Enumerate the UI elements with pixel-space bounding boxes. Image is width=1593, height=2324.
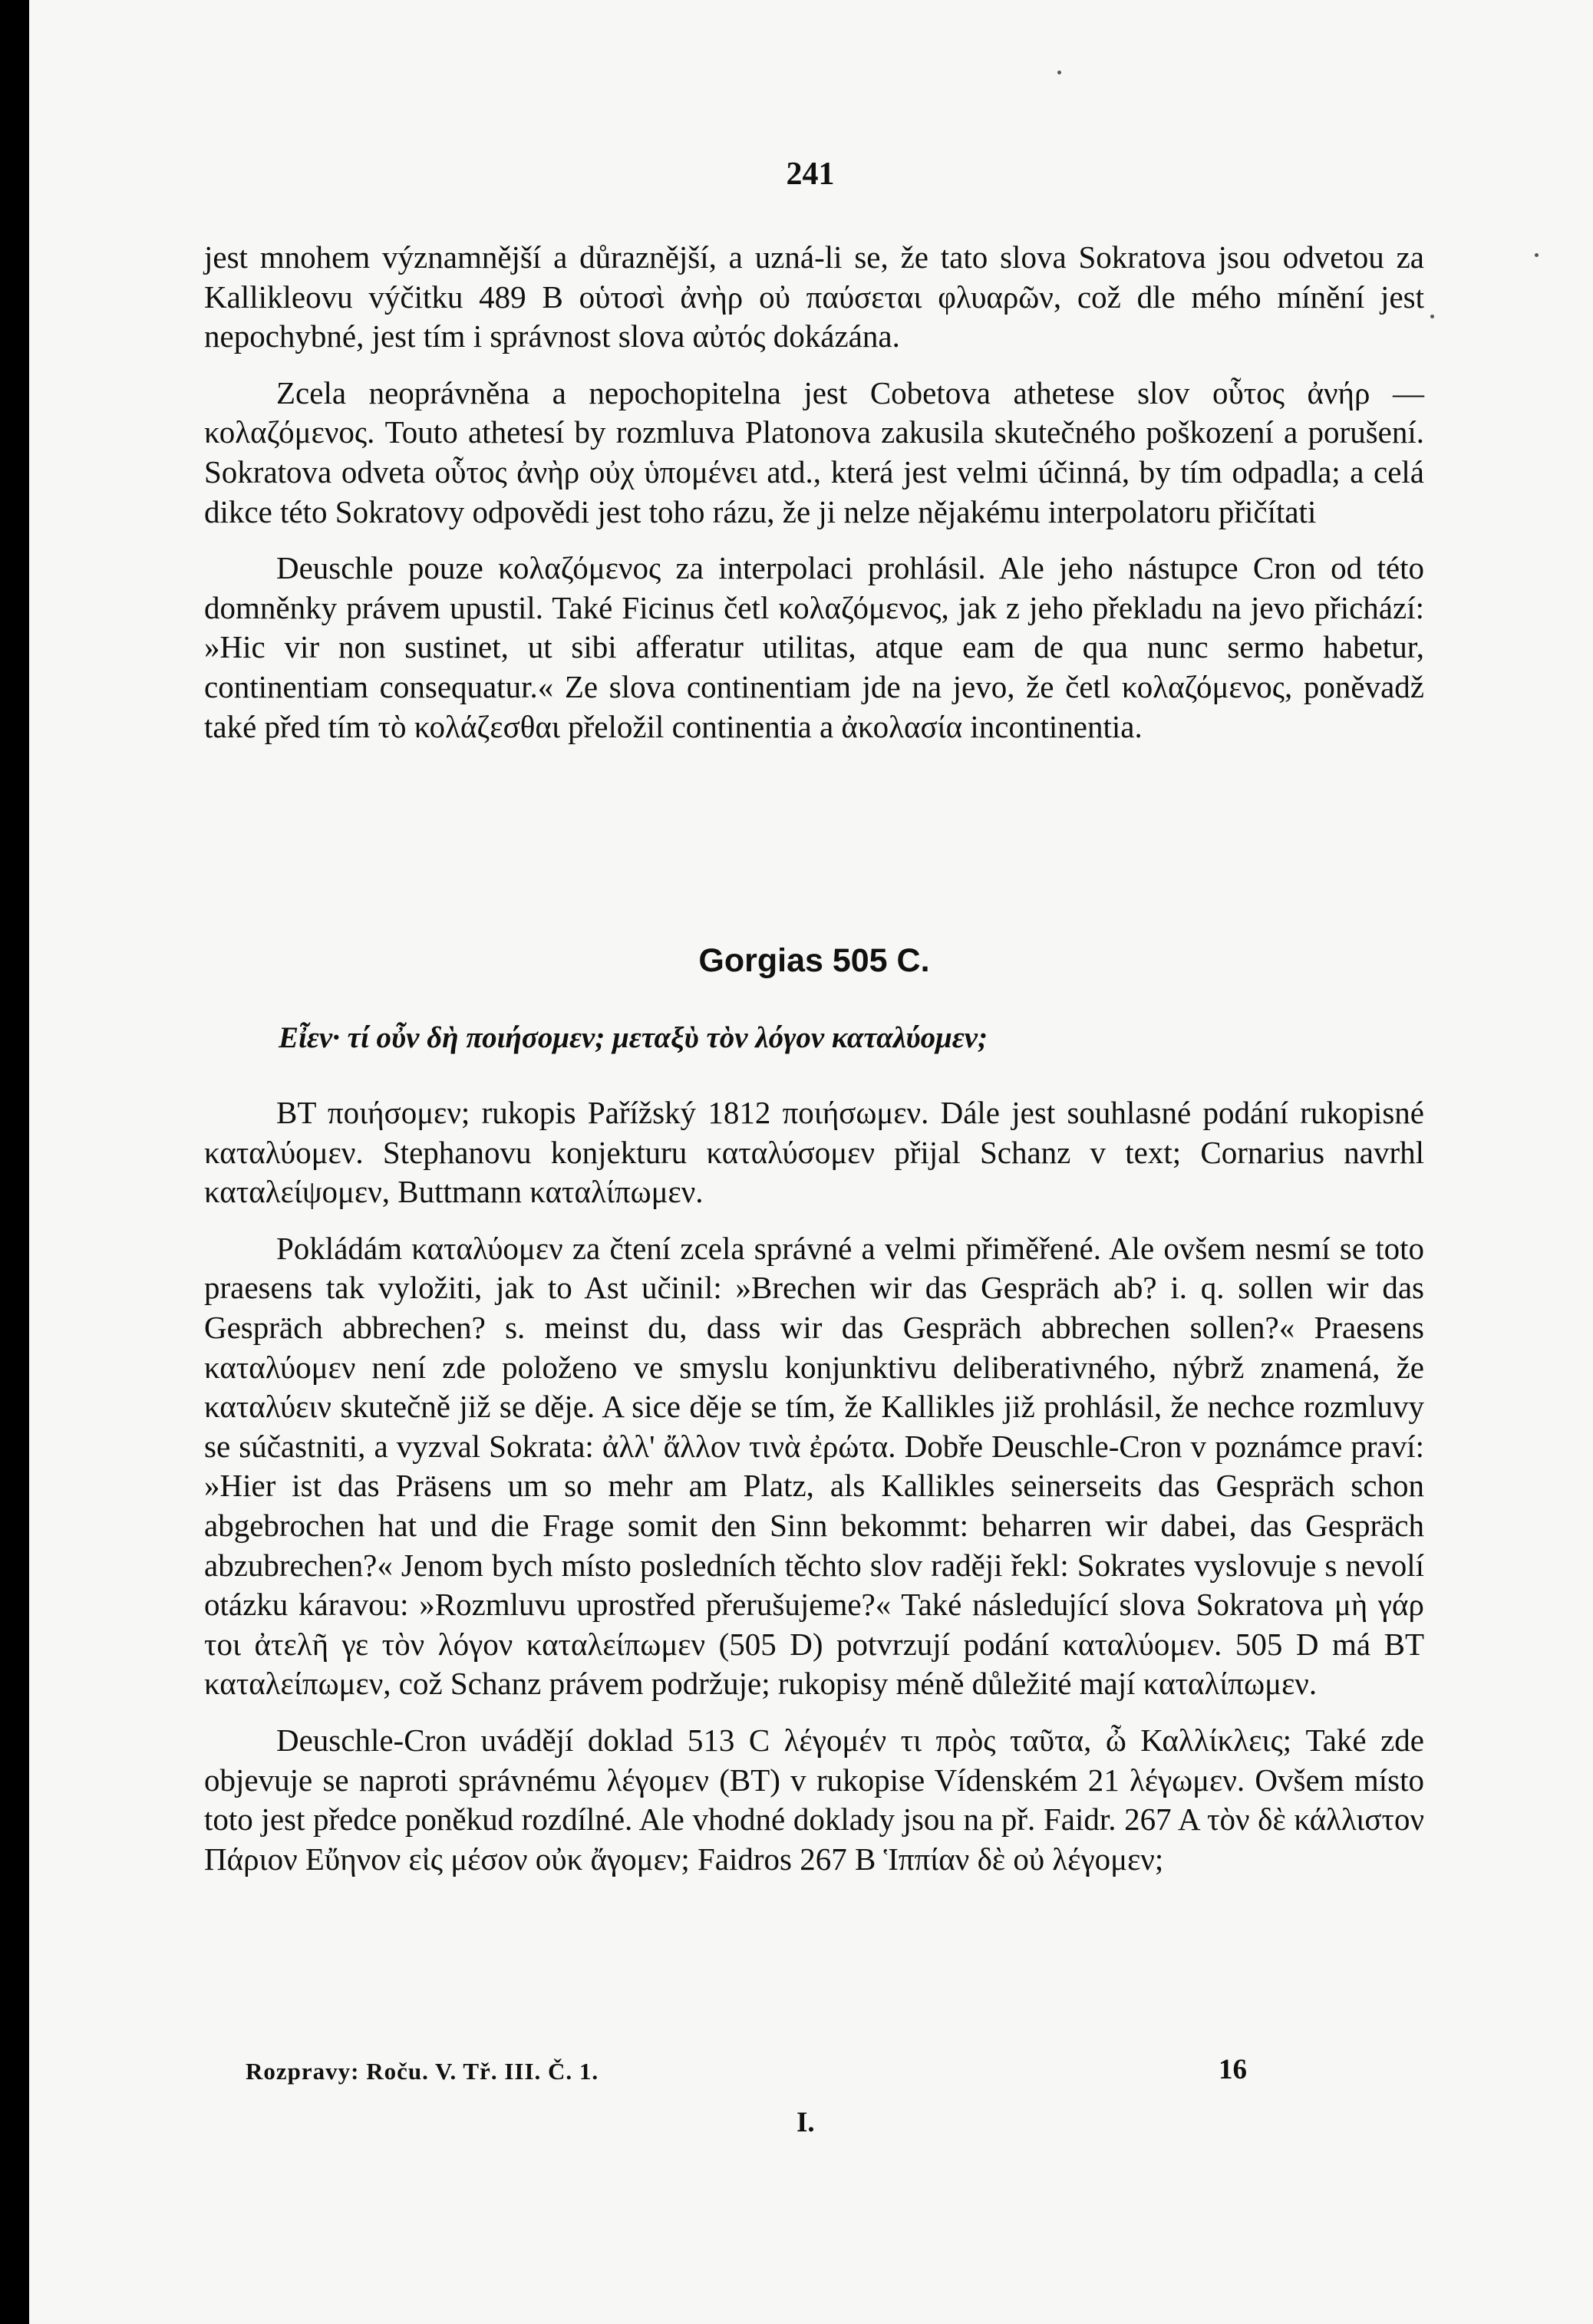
scan-speck: [1535, 253, 1539, 257]
signature-mark: I.: [796, 2107, 815, 2138]
scan-speck: [1430, 315, 1434, 318]
paragraph: BT ποιήσομεν; rukopis Pařížský 1812 ποιήσωμεν. Dále jest souhlasné podání rukopisné καταλύομεν. Stephanovu konjekturu καταλύσομεν přijal Schanz v text; Cornarius navrhl καταλείψομεν, Buttmann καταλίπωμεν.: [204, 1095, 1424, 1210]
footer-citation: Rozpravy: Roču. V. Tř. III. Č. 1.: [246, 2058, 599, 2085]
sheet-number: 16: [1219, 2054, 1247, 2085]
paragraph: Zcela neoprávněna a nepochopitelna jest Cobetova athetese slov οὗτος ἀνήρ — κολαζόμενος. Touto athetesí by rozmluva Platonova zakusila skutečného poškození a porušení. Sokratova odveta οὗτος ἀνὴρ οὐχ ὑπομένει atd., která jest velmi účinná, by tím odpadla; a celá dikce této Sokratovy odpovědi jest toho rázu, že ji nelze nějakému interpolatoru přičítati: [204, 374, 1424, 529]
section-heading: Gorgias 505 C.: [698, 942, 930, 979]
greek-quote: Εἶεν· τί οὖν δὴ ποιήσομεν; μεταξὺ τὸν λόγον καταλύομεν;: [279, 1021, 988, 1054]
scan-speck: [1057, 71, 1061, 74]
paragraph: jest mnohem významnější a důraznější, a uzná-li se, že tato slova Sokratova jsou odvetou za Kallikleovu výčitku 489 B οὑτοσὶ ἀνὴρ οὐ παύσεται φλυαρῶν, což dle mého mínění jest nepochybné, jest tím i správnost slova αὐτός dokázána.: [204, 239, 1424, 354]
section-1: [204, 238, 1424, 763]
paragraph: Pokládám καταλύομεν za čtení zcela správné a velmi přiměřené. Ale ovšem nesmí se toto praesens tak vyložiti, jak to Ast učinil: »Brechen wir das Gespräch ab? i. q. sollen wir das Gespräch abbrechen? s. meinst du, dass wir das Gespräch abbrechen sollen?« Praesens καταλύομεν není zde položeno ve smyslu konjunktivu deliberativného, nýbrž znamená, že καταλύειν skutečně již se děje. A sice děje se tím, že Kallikles již prohlásil, že nechce rozmluvy se súčastniti, a vyzval Sokrata: ἀλλ' ἄλλον τινὰ ἐρώτα. Dobře Deuschle-Cron v poznámce praví: »Hier ist das Präsens um so mehr am Platz, als Kallikles seinerseits das Gespräch schon abgebrochen hat und die Frage somit den Sinn bekommt: beharren wir dabei, das Gespräch abzubrechen?« Jenom bych místo posledních těchto slov raději řekl: Sokrates vyslovuje s nevolí otázku káravou: »Rozmluvu uprostřed přerušujeme?« Také následující slova Sokratova μὴ γάρ τοι ἀτελῆ γε τὸν λόγον καταλείπωμεν (505 D) potvrzují podání καταλύομεν. 505 D má BT καταλείπωμεν, což Schanz právem podržuje; rukopisy méně důležité mají καταλίπωμεν.: [204, 1230, 1424, 1702]
section-2: [204, 1093, 1424, 1896]
paragraph: Deuschle-Cron uvádějí doklad 513 C λέγομέν τι πρὸς ταῦτα, ὦ Καλλίκλεις; Také zde objevuje se naproti správnému λέγομεν (BT) v rukopise Vídenském 21 λέγωμεν. Ovšem místo toto jest předce poněkud rozdílné. Ale vhodné doklady jsou na př. Faidr. 267 A τὸν δὲ κάλλιστον Πάριον Εὔηνον εἰς μέσον οὐκ ἄγομεν; Faidros 267 B Ἱππίαν δὲ οὐ λέγομεν;: [204, 1722, 1424, 1877]
page-number: 241: [786, 157, 835, 192]
book-page: [29, 0, 1593, 2324]
paragraph: Deuschle pouze κολαζόμενος za interpolaci prohlásil. Ale jeho nástupce Cron od této domněnky právem upustil. Také Ficinus četl κολαζόμενος, jak z jeho překladu na jevo přichází: »Hic vir non sustinet, ut sibi afferatur utilitas, atque eam de qua nunc sermo habetur, continentiam consequatur.« Ze slova continentiam jde na jevo, že četl κολαζόμενος, poněvadž také před tím τὸ κολάζεσθαι přeložil continentia a ἀκολασία incontinentia.: [204, 550, 1424, 744]
